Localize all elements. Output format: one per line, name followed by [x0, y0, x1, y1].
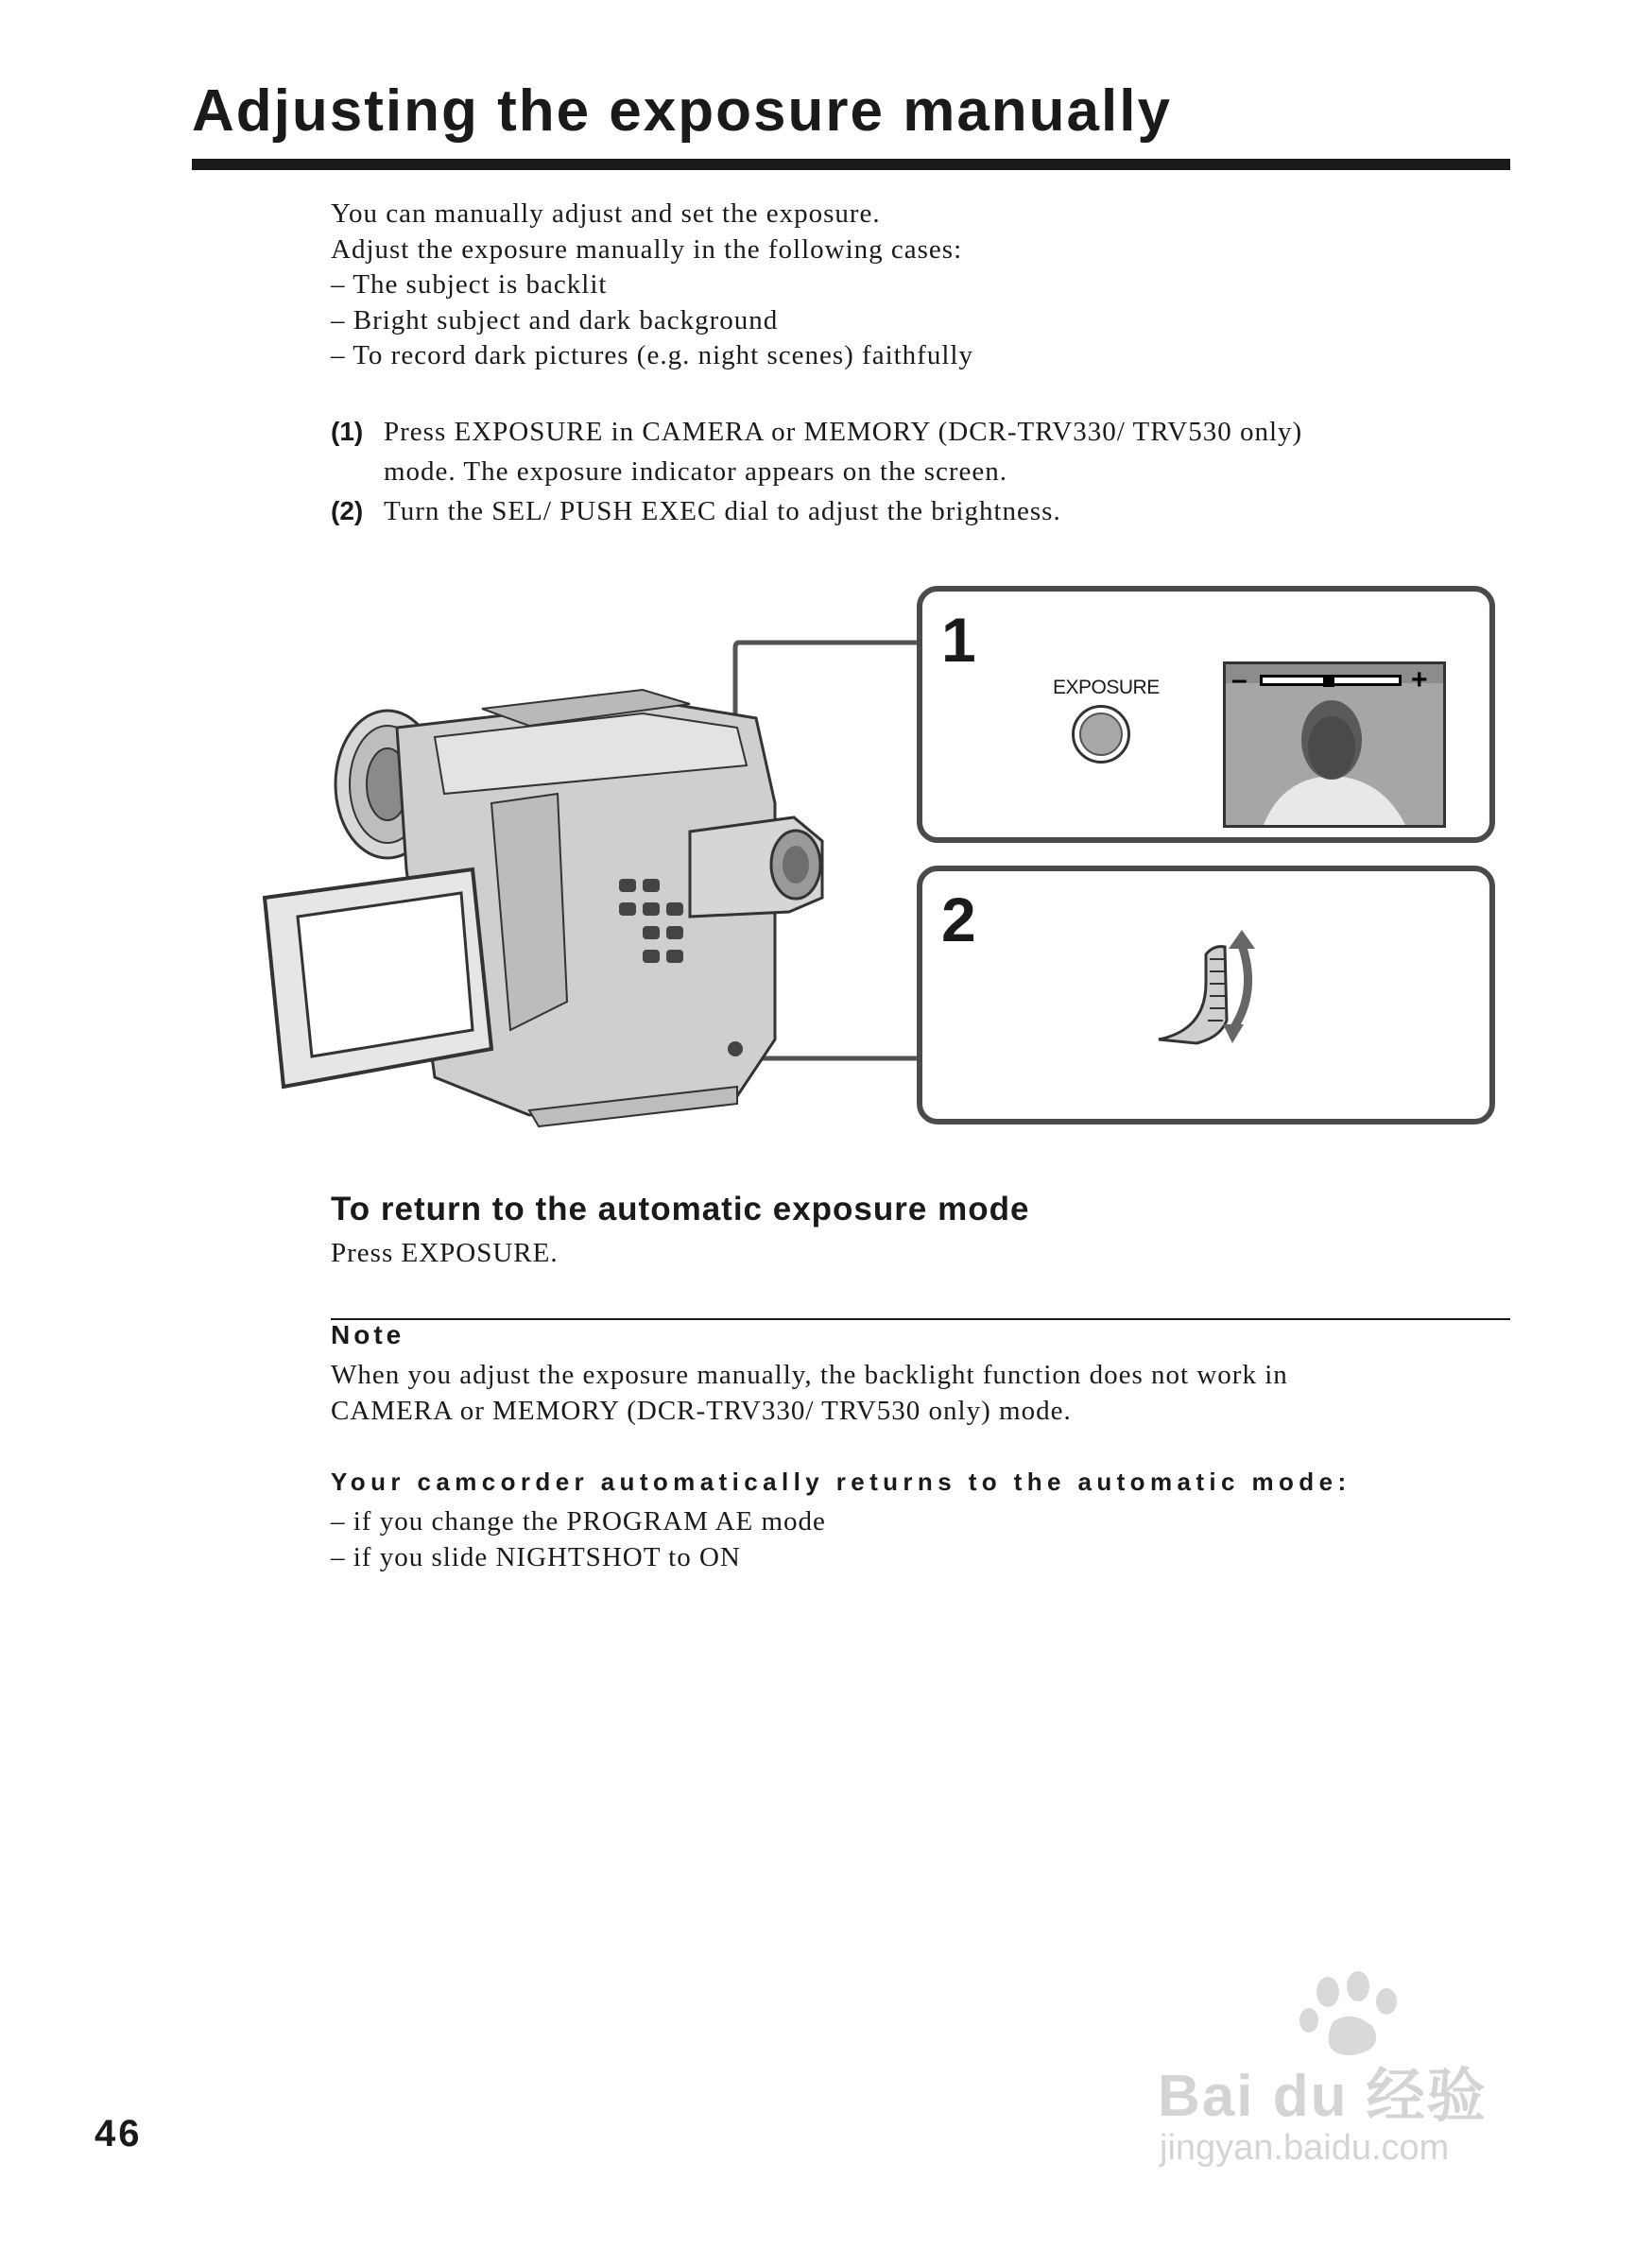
title-underline [192, 159, 1510, 170]
page-title: Adjusting the exposure manually [192, 78, 1172, 144]
exposure-indicator [1231, 664, 1437, 695]
indicator-minus: – [1231, 664, 1248, 695]
step-text-line: Press EXPOSURE in CAMERA or MEMORY (DCR-TRV330/ TRV530 only) [384, 417, 1303, 447]
sel-push-exec-dial-icon[interactable] [1140, 926, 1272, 1049]
note-heading: Note [331, 1320, 405, 1349]
baidu-logo-text: Bai du 经验 [1158, 2064, 1488, 2129]
note-divider [331, 1318, 1510, 1320]
note-body [331, 1357, 1512, 1429]
intro-line: Adjust the exposure manually in the following cases: [331, 233, 963, 265]
step-text-line: mode. The exposure indicator appears on the screen. [384, 456, 1008, 487]
intro-line: You can manually adjust and set the exposure. [331, 198, 881, 229]
auto-return-item: – if you slide NIGHTSHOT to ON [331, 1542, 741, 1572]
exposure-button[interactable] [1072, 705, 1130, 764]
baidu-url: jingyan.baidu.com [1160, 2128, 1450, 2168]
intro-bullet: – Bright subject and dark background [331, 304, 779, 335]
step-number: (1) [331, 417, 364, 446]
auto-return-item: – if you change the PROGRAM AE mode [331, 1506, 826, 1537]
step-2 [331, 491, 1512, 531]
step-1 [331, 412, 1512, 491]
step-number: (2) [331, 496, 364, 525]
step-1-panel [917, 586, 1495, 843]
indicator-bar [1260, 675, 1402, 686]
camcorder-figure [246, 586, 1503, 1143]
intro-bullet: – The subject is backlit [331, 269, 608, 300]
step-2-panel [917, 866, 1495, 1124]
return-section-body: Press EXPOSURE. [331, 1238, 559, 1268]
auto-return-list [331, 1503, 826, 1575]
indicator-plus: + [1411, 664, 1428, 695]
page-number: 46 [95, 2113, 143, 2155]
panel-number: 1 [941, 605, 976, 675]
viewfinder-screen [1223, 661, 1446, 828]
exposure-button-label: EXPOSURE [1053, 677, 1160, 698]
panel-number: 2 [941, 884, 976, 954]
return-section-heading: To return to the automatic exposure mode [331, 1191, 1030, 1228]
step-text [384, 412, 1302, 491]
intro-bullet: – To record dark pictures (e.g. night scenes) faithfully [331, 340, 973, 370]
camcorder-illustration [246, 586, 926, 1143]
intro-paragraph [331, 197, 1465, 374]
step-text [384, 491, 1061, 531]
step-list [331, 412, 1512, 531]
auto-return-heading: Your camcorder automatically returns to the automatic mode: [331, 1468, 1351, 1496]
note-line: CAMERA or MEMORY (DCR-TRV330/ TRV530 only) mode. [331, 1396, 1072, 1426]
indicator-marker [1323, 676, 1334, 687]
step-text-line: Turn the SEL/ PUSH EXEC dial to adjust the brightness. [384, 496, 1061, 526]
baidu-watermark [1148, 1966, 1555, 2173]
note-line: When you adjust the exposure manually, the backlight function does not work in [331, 1360, 1288, 1390]
